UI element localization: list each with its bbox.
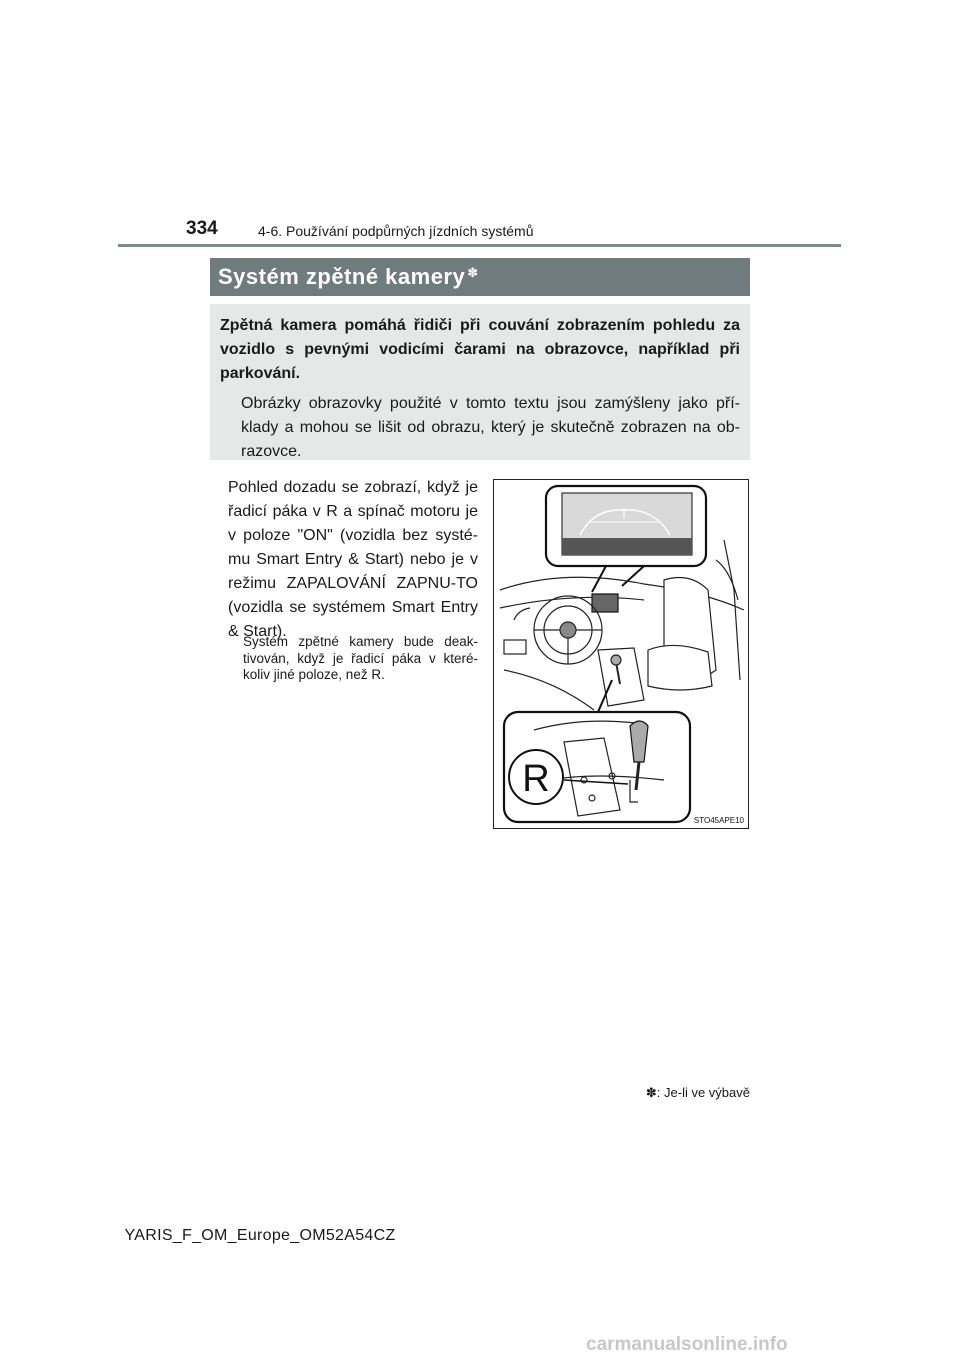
footnote: ✽: Je-li ve výbavě bbox=[645, 1085, 750, 1100]
body-note: Systém zpětné kamery bude deak-tivován, když je řadicí páka v které-koliv jiné poloze, než R. bbox=[243, 634, 478, 682]
gear-position-label: R bbox=[522, 758, 550, 800]
intro-box bbox=[210, 304, 750, 460]
page-number: 334 bbox=[186, 218, 218, 239]
section-reference: 4-6. Používání podpůrných jízdních systémů bbox=[258, 223, 534, 239]
illustration-drawing bbox=[494, 480, 748, 828]
section-title-bar bbox=[210, 258, 750, 296]
body-paragraph: Pohled dozadu se zobrazí, když je řadicí páka v R a spínač motoru je v poloze "ON" (vozidla bez systé-mu Smart Entry & Start) nebo je v režimu ZAPALOVÁNÍ ZAPNU-TO (vozidla se systémem Smart Entry & Start). bbox=[228, 479, 478, 640]
section-title: Systém zpětné kamery bbox=[218, 264, 466, 289]
intro-summary: Zpětná kamera pomáhá řidiči při couvání zobrazením pohledu za vozidlo s pevnými vodicími čarami na obrazovce, například při parkování. bbox=[220, 317, 740, 382]
header-divider bbox=[118, 244, 841, 247]
document-code: YARIS_F_OM_Europe_OM52A54CZ bbox=[124, 1227, 396, 1244]
intro-note: Obrázky obrazovky použité v tomto textu jsou zamýšleny jako pří-klady a mohou se lišit od obrazu, který je skutečně zobrazen na ob-razovce. bbox=[241, 395, 740, 460]
optional-equipment-marker: ✽ bbox=[467, 265, 479, 280]
figure-code: STO45APE10 bbox=[693, 816, 744, 825]
watermark: carmanualsonline.info bbox=[586, 1334, 788, 1355]
rear-camera-illustration bbox=[493, 479, 749, 829]
